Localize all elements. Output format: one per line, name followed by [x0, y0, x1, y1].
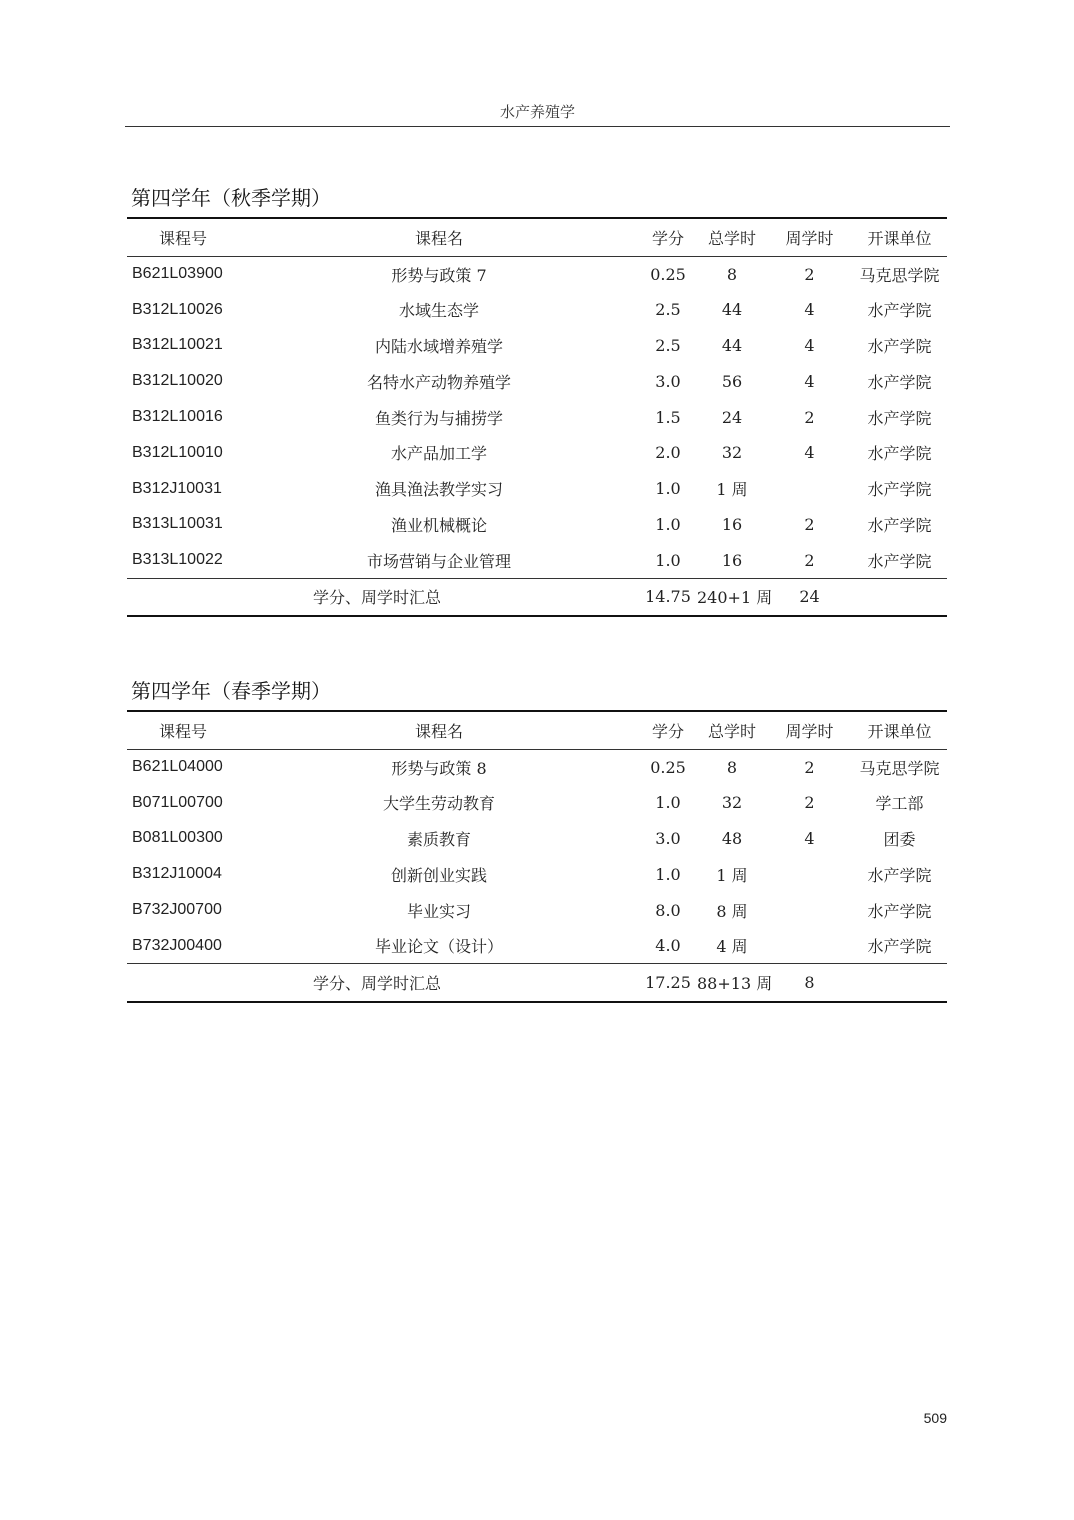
course-credits: 3.0 [655, 371, 681, 391]
course-weekly-hours: 4 [804, 335, 815, 355]
course-code: B621L04000 [132, 758, 223, 776]
autumn-summary-row [127, 578, 947, 616]
summary-department [852, 964, 947, 1002]
course-credits: 1.0 [655, 514, 681, 534]
spring-course-table [127, 710, 947, 1003]
course-name: 形势与政策 8 [391, 758, 487, 778]
table-row [127, 856, 947, 892]
col-header-code: 课程号 [127, 218, 239, 256]
course-department: 水产学院 [867, 901, 932, 921]
col-header-code: 课程号 [127, 711, 239, 749]
course-credits: 2.5 [655, 300, 681, 320]
table-row [127, 821, 947, 857]
course-total-hours: 44 [721, 300, 743, 320]
table-row [127, 399, 947, 435]
course-credits: 1.0 [655, 479, 681, 499]
table-header-row [127, 711, 947, 749]
autumn-table-body [127, 256, 947, 578]
course-weekly-hours: 4 [804, 300, 815, 320]
col-header-weekly-hours: 周学时 [767, 218, 852, 256]
course-code: B312J10031 [132, 479, 222, 497]
table-row [127, 292, 947, 328]
course-name: 创新创业实践 [390, 865, 487, 885]
summary-label: 学分、周学时汇总 [127, 964, 639, 1002]
course-credits: 2.5 [655, 335, 681, 355]
course-name: 内陆水域增养殖学 [374, 336, 503, 356]
course-total-hours: 48 [721, 828, 743, 848]
course-code: B313L10031 [132, 515, 223, 533]
course-total-hours: 24 [721, 407, 743, 427]
course-name: 大学生劳动教育 [382, 794, 495, 814]
course-department: 水产学院 [867, 408, 932, 428]
course-name: 形势与政策 7 [391, 265, 487, 285]
course-name: 渔业机械概论 [390, 515, 487, 535]
course-code: B621L03900 [132, 265, 223, 283]
page-number: 509 [923, 1410, 947, 1426]
summary-total-hours: 240+1 周 [697, 578, 767, 616]
course-credits: 4.0 [655, 936, 681, 956]
course-weekly-hours: 2 [804, 793, 815, 813]
col-header-credits: 学分 [639, 711, 697, 749]
course-code: B071L00700 [132, 793, 223, 811]
spring-summary-row [127, 964, 947, 1002]
course-credits: 8.0 [655, 900, 681, 920]
summary-credits: 14.75 [639, 578, 697, 616]
spring-section-title: 第四学年（春季学期） [131, 679, 331, 703]
course-total-hours: 4 周 [716, 937, 748, 957]
table-row [127, 928, 947, 964]
course-weekly-hours [767, 892, 852, 928]
course-code: B081L00300 [132, 829, 223, 847]
table-row [127, 471, 947, 507]
course-code: B732J00400 [132, 936, 222, 954]
table-row [127, 435, 947, 471]
course-department: 团委 [883, 829, 916, 849]
course-weekly-hours [767, 471, 852, 507]
course-name: 名特水产动物养殖学 [366, 372, 511, 392]
col-header-weekly-hours: 周学时 [767, 711, 852, 749]
course-code: B312J10004 [132, 865, 222, 883]
course-credits: 2.0 [655, 443, 681, 463]
summary-total-hours: 88+13 周 [697, 964, 767, 1002]
course-department: 水产学院 [867, 372, 932, 392]
table-row [127, 749, 947, 785]
summary-label: 学分、周学时汇总 [127, 578, 639, 616]
table-row [127, 507, 947, 543]
col-header-credits: 学分 [639, 218, 697, 256]
course-code: B732J00700 [132, 901, 222, 919]
autumn-course-table [127, 217, 947, 617]
summary-weekly-hours: 8 [767, 964, 852, 1002]
col-header-department: 开课单位 [852, 218, 947, 256]
course-department: 马克思学院 [859, 265, 940, 285]
course-total-hours: 32 [721, 443, 743, 463]
course-credits: 1.0 [655, 864, 681, 884]
course-code: B312L10020 [132, 372, 223, 390]
course-name: 毕业论文（设计） [374, 937, 503, 957]
course-credits: 1.0 [655, 793, 681, 813]
course-name: 水域生态学 [398, 301, 479, 321]
course-credits: 1.0 [655, 550, 681, 570]
course-department: 水产学院 [867, 336, 932, 356]
summary-weekly-hours: 24 [767, 578, 852, 616]
col-header-department: 开课单位 [852, 711, 947, 749]
course-total-hours: 8 周 [716, 901, 748, 921]
course-name: 水产品加工学 [390, 444, 487, 464]
table-row [127, 542, 947, 578]
col-header-total-hours: 总学时 [697, 711, 767, 749]
course-department: 水产学院 [867, 937, 932, 957]
course-weekly-hours: 4 [804, 443, 815, 463]
course-department: 水产学院 [867, 865, 932, 885]
course-code: B312L10016 [132, 408, 223, 426]
course-name: 素质教育 [406, 829, 471, 849]
summary-credits: 17.25 [639, 964, 697, 1002]
course-total-hours: 1 周 [716, 480, 748, 500]
course-total-hours: 32 [721, 793, 743, 813]
course-name: 鱼类行为与捕捞学 [374, 408, 503, 428]
course-weekly-hours [767, 928, 852, 964]
col-header-name: 课程名 [239, 711, 639, 749]
course-credits: 0.25 [650, 264, 686, 284]
summary-department [852, 578, 947, 616]
course-total-hours: 56 [721, 371, 743, 391]
course-department: 水产学院 [867, 444, 932, 464]
course-total-hours: 16 [721, 550, 743, 570]
course-credits: 0.25 [650, 757, 686, 777]
course-department: 马克思学院 [859, 758, 940, 778]
course-weekly-hours [767, 856, 852, 892]
course-total-hours: 8 [726, 264, 738, 284]
course-weekly-hours: 4 [804, 828, 815, 848]
table-row [127, 892, 947, 928]
spring-table-body [127, 749, 947, 964]
course-weekly-hours: 2 [804, 407, 815, 427]
course-department: 水产学院 [867, 551, 932, 571]
course-weekly-hours: 4 [804, 371, 815, 391]
course-total-hours: 44 [721, 335, 743, 355]
table-row [127, 328, 947, 364]
course-weekly-hours: 2 [804, 757, 815, 777]
course-department: 水产学院 [867, 480, 932, 500]
course-code: B313L10022 [132, 551, 223, 569]
course-total-hours: 8 [726, 757, 738, 777]
course-code: B312L10010 [132, 443, 223, 461]
running-header: 水产养殖学 [125, 100, 950, 127]
course-weekly-hours: 2 [804, 550, 815, 570]
col-header-total-hours: 总学时 [697, 218, 767, 256]
course-department: 水产学院 [867, 301, 932, 321]
course-credits: 3.0 [655, 828, 681, 848]
course-name: 渔具渔法教学实习 [374, 480, 503, 500]
course-name: 毕业实习 [406, 901, 471, 921]
course-total-hours: 1 周 [716, 865, 748, 885]
course-code: B312L10026 [132, 300, 223, 318]
table-row [127, 256, 947, 292]
table-row [127, 363, 947, 399]
table-header-row [127, 218, 947, 256]
course-total-hours: 16 [721, 514, 743, 534]
table-row [127, 785, 947, 821]
course-department: 学工部 [875, 794, 924, 814]
course-weekly-hours: 2 [804, 264, 815, 284]
course-credits: 1.5 [655, 407, 681, 427]
course-code: B312L10021 [132, 336, 223, 354]
col-header-name: 课程名 [239, 218, 639, 256]
autumn-section-title: 第四学年（秋季学期） [131, 186, 331, 210]
course-name: 市场营销与企业管理 [366, 551, 511, 571]
course-weekly-hours: 2 [804, 514, 815, 534]
course-department: 水产学院 [867, 515, 932, 535]
